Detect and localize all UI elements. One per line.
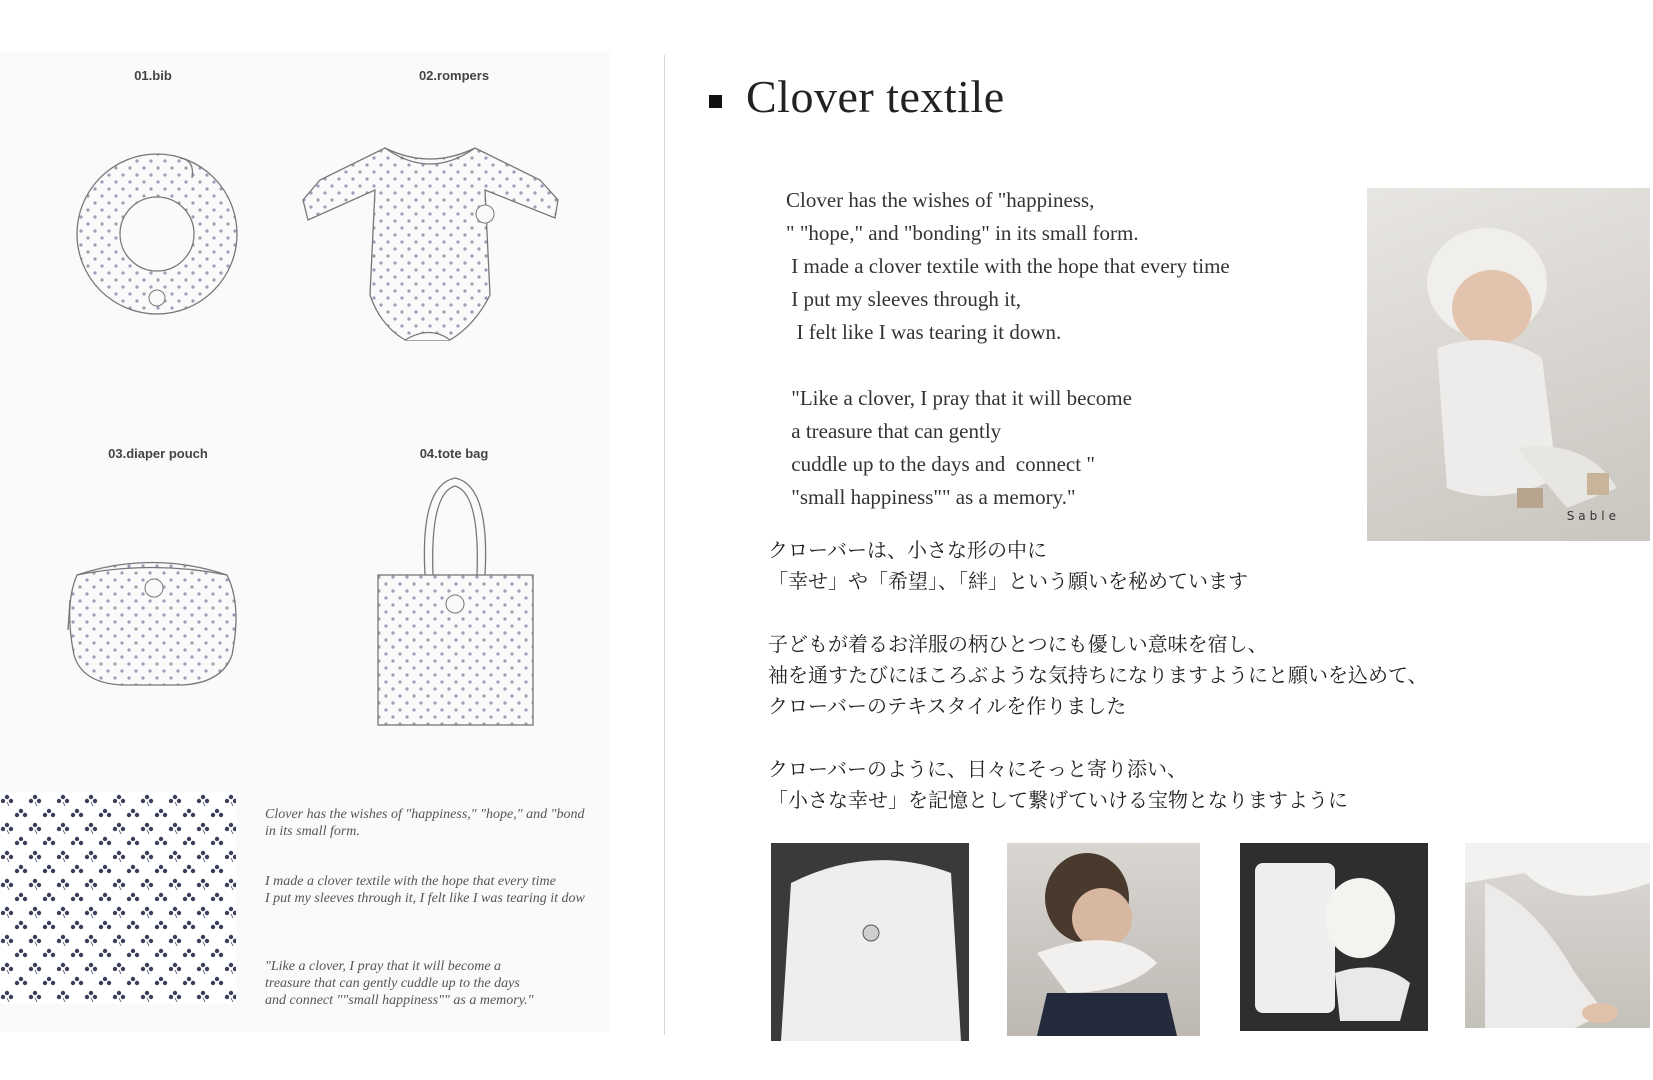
- tote-bag-image: [771, 843, 969, 1041]
- tote-bag-sketch: [375, 475, 535, 730]
- panel-divider: [664, 55, 665, 1035]
- rompers-sketch: [300, 140, 560, 355]
- clover-pattern-swatch: [0, 792, 236, 1004]
- label-rompers: 02.rompers: [418, 68, 490, 83]
- japanese-paragraph-1: クローバーは、小さな形の中に 「幸せ」や「希望」、「絆」という願いを秘めています: [768, 538, 1248, 593]
- photo-caption: Sable: [1566, 509, 1620, 523]
- page-title: Clover textile: [746, 71, 1005, 122]
- tote-photo: [771, 843, 969, 1041]
- baby-bib-image: [1007, 843, 1200, 1036]
- label-diaper-pouch: 03.diaper pouch: [108, 446, 208, 461]
- label-bib: 01.bib: [134, 68, 172, 83]
- label-tote-bag: 04.tote bag: [419, 446, 489, 461]
- title-bullet: [709, 95, 722, 108]
- baby-sleeve-image: [1465, 843, 1650, 1028]
- set-photo: [1240, 843, 1428, 1031]
- bib-photo: [1007, 843, 1200, 1036]
- diaper-pouch-sketch: [62, 555, 242, 690]
- sleeve-photo: [1465, 843, 1650, 1028]
- japanese-paragraph-3: クローバーのように、日々にそっと寄り添い、 「小さな幸せ」を記憶として繋げていける宝物となりますように: [768, 757, 1348, 812]
- left-poem-3: "Like a clover, I pray that it will become a treasure that can gently cuddle up to the days and connect ""small happiness"" as a memory.": [265, 959, 534, 1008]
- product-set-image: [1240, 843, 1428, 1031]
- japanese-paragraph-2: 子どもが着るお洋服の柄ひとつにも優しい意味を宿し、 袖を通すたびにほころぶような気持ちになりますようにと願いを込めて、 クローバーのテキスタイルを作りました: [768, 632, 1428, 718]
- left-poem-2: I made a clover textile with the hope that every time I put my sleeves through it, I felt like I was tearing it dow: [265, 874, 585, 906]
- left-poem-1: Clover has the wishes of "happiness," "hope," and "bond in its small form.: [265, 807, 585, 839]
- bib-sketch: [70, 150, 245, 320]
- baby-in-bonnet-image: [1367, 188, 1650, 541]
- english-poem: Clover has the wishes of "happiness, " "hope," and "bonding" in its small form. I made a clover textile with the hope that every time I put my sleeves through it, I felt like I was tearing it down. "Like a clover, I pray that it will become a treasure that can gently cuddle up to the days and connect " "small happiness"" as a memory.": [786, 188, 1230, 509]
- main-photo: [1367, 188, 1650, 541]
